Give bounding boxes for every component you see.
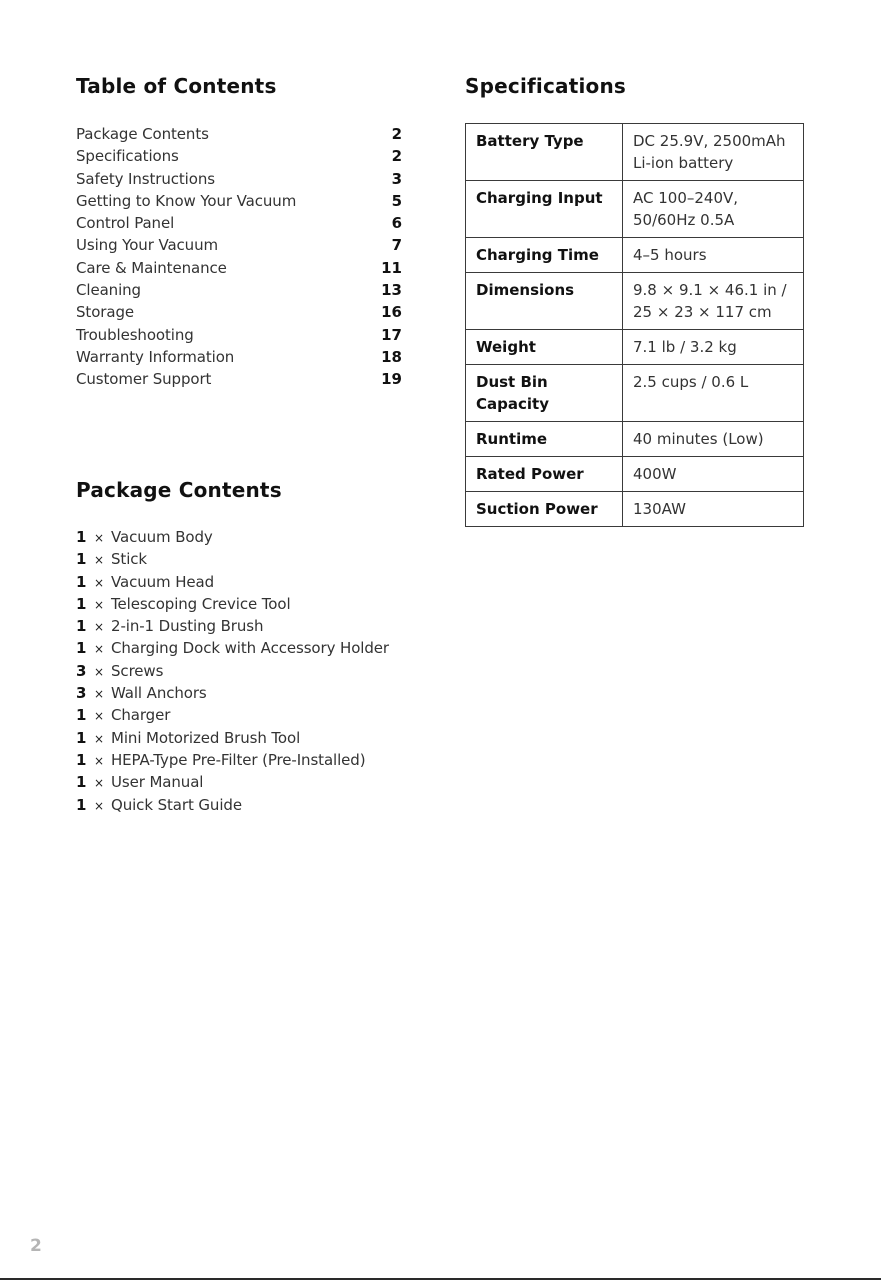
specifications [465, 74, 805, 527]
spec-key: Runtime [466, 422, 623, 457]
package-item-qty: 1 [76, 528, 87, 546]
package-item-name: Telescoping Crevice Tool [111, 594, 291, 613]
times-sign: × [93, 597, 105, 612]
package-item [76, 573, 416, 595]
spec-value-line: 9.8 × 9.1 × 46.1 in / [633, 281, 787, 299]
times-sign: × [93, 664, 105, 679]
package-item-qty: 1 [76, 572, 87, 591]
toc-list [76, 125, 402, 393]
toc-entry[interactable] [76, 214, 402, 236]
package-item-qty: 1 [76, 594, 87, 613]
toc-entry-page: 11 [381, 258, 402, 277]
times-sign: × [93, 642, 105, 657]
table-of-contents [76, 74, 402, 393]
package-list [76, 528, 416, 818]
package-item-qty: 1 [76, 795, 87, 814]
spec-value [623, 181, 804, 238]
spec-value-line: 40 minutes (Low) [633, 430, 764, 448]
times-sign: × [93, 620, 105, 635]
package-item [76, 729, 416, 751]
spec-value-line: 2.5 cups / 0.6 L [633, 373, 749, 391]
toc-entry-page: 18 [381, 347, 402, 366]
toc-entry[interactable] [76, 303, 402, 325]
spec-row [466, 330, 804, 365]
package-item-qty: 1 [76, 773, 87, 792]
spec-value-line: AC 100–240V, [633, 189, 739, 207]
package-item [76, 639, 416, 661]
toc-entry[interactable] [76, 370, 402, 392]
package-item-name: Charging Dock with Accessory Holder [111, 639, 389, 658]
spec-value [623, 457, 804, 492]
toc-entry-label: Storage [76, 303, 134, 322]
toc-entry-label: Troubleshooting [76, 325, 194, 344]
spec-value [623, 238, 804, 273]
package-item-name: User Manual [111, 773, 204, 792]
toc-entry[interactable] [76, 170, 402, 192]
package-item-name: Wall Anchors [111, 684, 207, 703]
package-item [76, 773, 416, 795]
package-item-name: Stick [111, 550, 148, 569]
spec-value [623, 365, 804, 422]
package-item-name: HEPA-Type Pre-Filter (Pre-Installed) [111, 750, 366, 769]
times-sign: × [93, 731, 105, 746]
spec-row [466, 124, 804, 181]
times-sign: × [93, 798, 105, 813]
toc-entry[interactable] [76, 147, 402, 169]
toc-entry[interactable] [76, 259, 402, 281]
spec-value-line: 130AW [633, 500, 686, 518]
toc-entry[interactable] [76, 348, 402, 370]
spec-value-line: 400W [633, 465, 677, 483]
times-sign: × [93, 687, 105, 702]
times-sign: × [93, 553, 105, 568]
spec-row [466, 457, 804, 492]
spec-table [465, 123, 804, 527]
toc-entry[interactable] [76, 125, 402, 147]
package-item-qty: 1 [76, 706, 87, 725]
spec-value [623, 124, 804, 181]
spec-key: Charging Input [466, 181, 623, 238]
package-title: Package Contents [76, 478, 282, 502]
toc-entry-label: Getting to Know Your Vacuum [76, 191, 297, 210]
spec-value [623, 330, 804, 365]
package-item-name: Vacuum Body [111, 528, 213, 546]
package-item [76, 751, 416, 773]
package-item-qty: 3 [76, 661, 87, 680]
package-contents [76, 478, 416, 818]
package-item-name: 2-in-1 Dusting Brush [111, 617, 264, 636]
spec-row [466, 273, 804, 330]
package-item-name: Quick Start Guide [111, 795, 242, 814]
toc-entry[interactable] [76, 192, 402, 214]
package-item [76, 706, 416, 728]
spec-value-line: DC 25.9V, 2500mAh [633, 132, 786, 150]
toc-entry[interactable] [76, 236, 402, 258]
toc-entry-page: 16 [381, 303, 402, 322]
spec-value-line: 4–5 hours [633, 246, 707, 264]
spec-row [466, 422, 804, 457]
toc-entry-page: 19 [381, 370, 402, 389]
toc-entry-label: Customer Support [76, 370, 212, 389]
package-item [76, 550, 416, 572]
toc-entry-page: 2 [391, 125, 402, 143]
toc-entry-label: Safety Instructions [76, 169, 215, 188]
toc-entry[interactable] [76, 281, 402, 303]
package-item-name: Charger [111, 706, 171, 725]
package-item-qty: 1 [76, 728, 87, 747]
spec-value-line: Li-ion battery [633, 154, 734, 172]
toc-entry-label: Warranty Information [76, 347, 235, 366]
spec-key: Suction Power [466, 492, 623, 527]
times-sign: × [93, 753, 105, 768]
toc-entry-label: Care & Maintenance [76, 258, 227, 277]
package-item-name: Mini Motorized Brush Tool [111, 728, 301, 747]
spec-value [623, 492, 804, 527]
spec-key: Charging Time [466, 238, 623, 273]
page-number: 2 [30, 1236, 42, 1256]
spec-row [466, 365, 804, 422]
toc-entry-page: 7 [391, 236, 402, 255]
package-item [76, 684, 416, 706]
package-item-qty: 1 [76, 639, 87, 658]
package-item-qty: 1 [76, 617, 87, 636]
package-item [76, 617, 416, 639]
package-item [76, 528, 416, 550]
spec-row [466, 492, 804, 527]
times-sign: × [93, 575, 105, 590]
toc-entry-page: 3 [391, 169, 402, 188]
package-item [76, 796, 416, 818]
toc-entry-label: Package Contents [76, 125, 209, 143]
toc-entry[interactable] [76, 326, 402, 348]
toc-entry-page: 6 [391, 214, 402, 233]
toc-entry-page: 13 [381, 281, 402, 300]
spec-value [623, 422, 804, 457]
toc-title: Table of Contents [76, 74, 277, 98]
spec-key: Dust Bin Capacity [466, 365, 623, 422]
spec-row [466, 181, 804, 238]
package-item-name: Screws [111, 661, 164, 680]
spec-value-line: 25 × 23 × 117 cm [633, 303, 772, 321]
package-item-qty: 1 [76, 750, 87, 769]
bottom-rule [0, 1278, 881, 1280]
package-item-name: Vacuum Head [111, 572, 215, 591]
toc-entry-page: 2 [391, 147, 402, 166]
spec-key: Rated Power [466, 457, 623, 492]
package-item [76, 595, 416, 617]
toc-entry-page: 5 [391, 191, 402, 210]
toc-entry-page: 17 [381, 325, 402, 344]
specs-title: Specifications [465, 74, 627, 98]
spec-value-line: 7.1 lb / 3.2 kg [633, 338, 737, 356]
toc-entry-label: Specifications [76, 147, 179, 166]
spec-value-line: 50/60Hz 0.5A [633, 211, 735, 229]
times-sign: × [93, 709, 105, 724]
package-item [76, 662, 416, 684]
package-item-qty: 1 [76, 550, 87, 569]
toc-entry-label: Control Panel [76, 214, 175, 233]
package-item-qty: 3 [76, 684, 87, 703]
spec-key: Weight [466, 330, 623, 365]
spec-key: Battery Type [466, 124, 623, 181]
spec-key: Dimensions [466, 273, 623, 330]
spec-row [466, 238, 804, 273]
toc-entry-label: Cleaning [76, 281, 141, 300]
toc-entry-label: Using Your Vacuum [76, 236, 219, 255]
times-sign: × [93, 776, 105, 791]
spec-value [623, 273, 804, 330]
times-sign: × [93, 531, 105, 545]
